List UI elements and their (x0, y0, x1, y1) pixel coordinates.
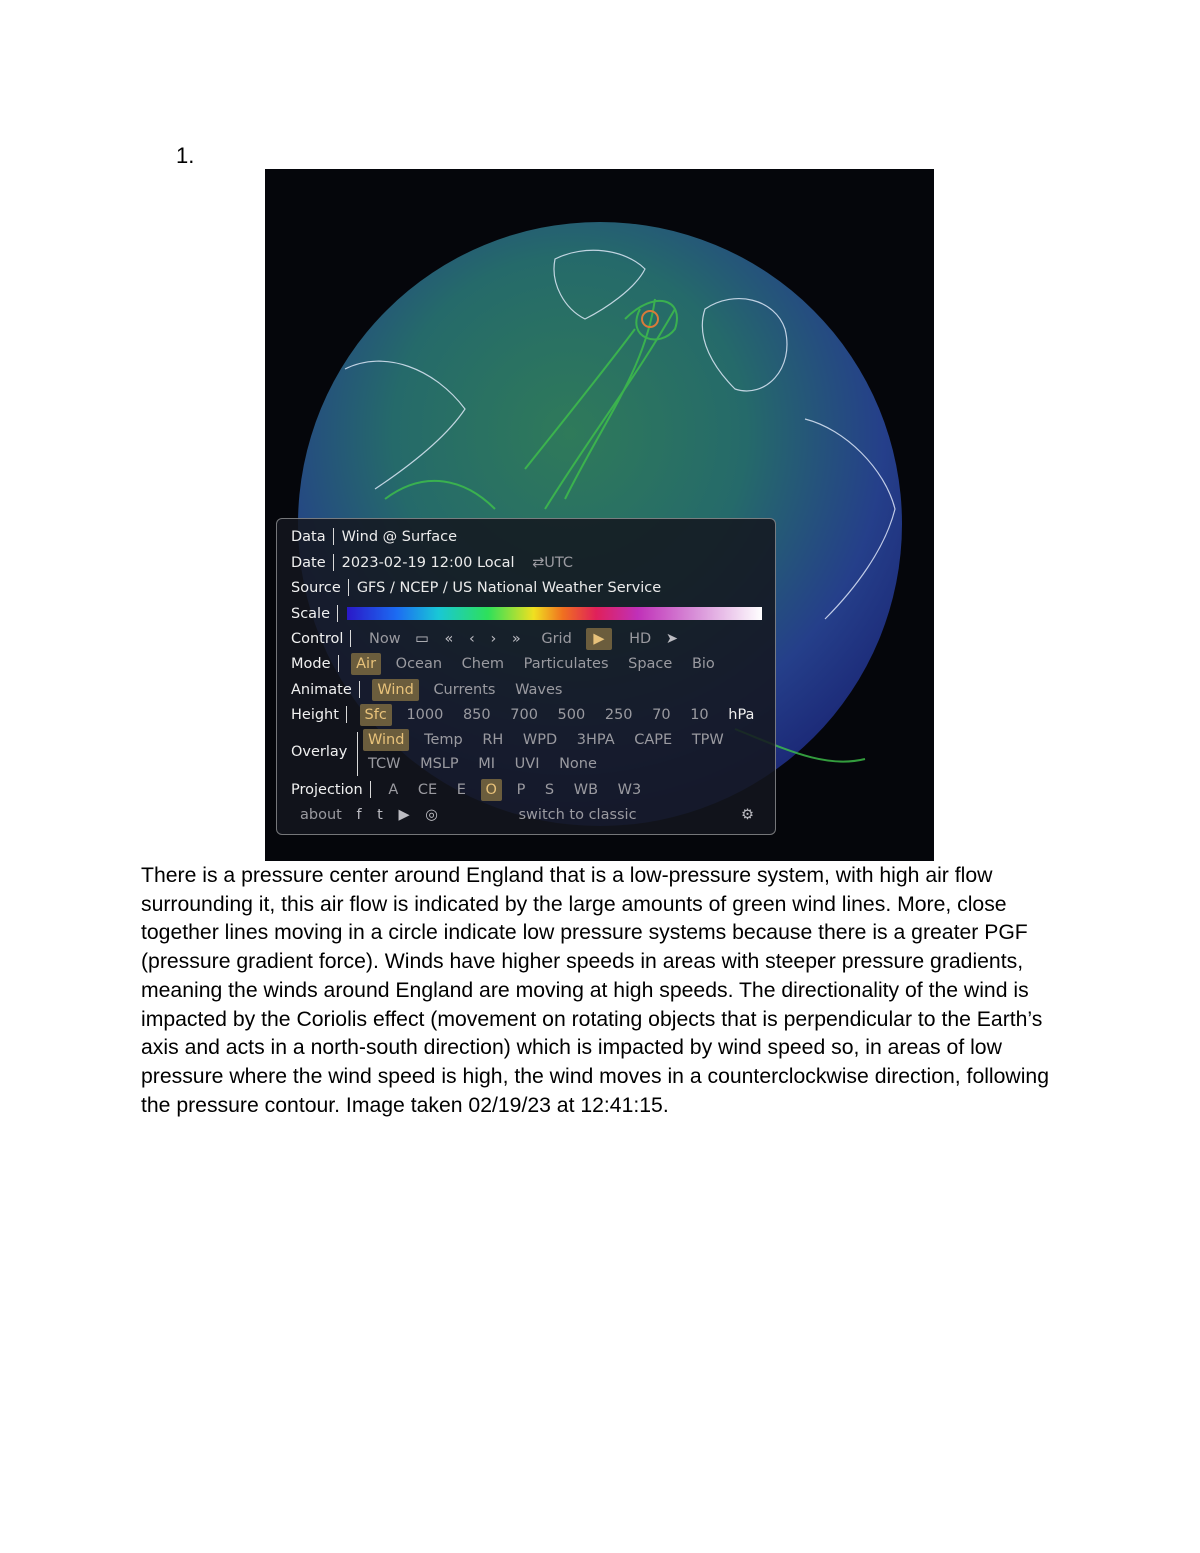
projection-o[interactable]: O (481, 779, 502, 801)
mode-row: Mode Air Ocean Chem Particulates Space Bio (291, 653, 725, 675)
overlay-temp[interactable]: Temp (424, 732, 463, 748)
mode-chem[interactable]: Chem (461, 656, 505, 672)
height-70[interactable]: 70 (652, 707, 671, 723)
projection-p[interactable]: P (516, 782, 526, 798)
now-button[interactable]: Now (369, 631, 401, 647)
gear-icon[interactable]: ⚙ (741, 807, 754, 823)
overlay-label: Overlay (291, 744, 348, 760)
scale-row: Scale (291, 603, 346, 625)
instagram-icon[interactable]: ◎ (425, 807, 438, 823)
source-row: Source GFS / NCEP / US National Weather Service (291, 580, 662, 596)
calendar-icon[interactable]: ▭ (415, 631, 429, 647)
about-link[interactable]: about (300, 807, 342, 823)
earth-wind-screenshot (265, 169, 934, 861)
height-row: Height Sfc 1000 850 700 500 250 70 10 hPa (291, 704, 764, 726)
overlay-divider (357, 732, 358, 776)
mode-air[interactable]: Air (351, 653, 381, 675)
animate-wind[interactable]: Wind (372, 679, 418, 701)
control-row: Control Now ▭ « ‹ › » Grid ▶ HD ➤ (291, 628, 689, 650)
overlay-row-2 (363, 753, 607, 775)
overlay-row-1 (363, 729, 734, 751)
youtube-icon[interactable]: ▶ (398, 807, 410, 823)
locate-icon[interactable]: ➤ (665, 631, 678, 647)
fast-forward-icon[interactable]: » (511, 631, 521, 647)
overlay-none[interactable]: None (559, 756, 597, 772)
mode-particulates[interactable]: Particulates (523, 656, 609, 672)
overlay-3hpa[interactable]: 3HPA (576, 732, 615, 748)
height-unit: hPa (728, 707, 755, 723)
overlay-mi[interactable]: MI (478, 756, 496, 772)
projection-ce[interactable]: CE (417, 782, 438, 798)
animate-row: Animate Wind Currents Waves (291, 679, 572, 701)
step-forward-icon[interactable]: › (490, 631, 497, 647)
overlay-uvi[interactable]: UVI (514, 756, 540, 772)
play-icon[interactable]: ▶ (586, 628, 611, 650)
utc-toggle[interactable]: ⇄UTC (532, 555, 574, 571)
animate-currents[interactable]: Currents (433, 682, 496, 698)
projection-s[interactable]: S (544, 782, 555, 798)
height-500[interactable]: 500 (557, 707, 586, 723)
height-700[interactable]: 700 (510, 707, 538, 723)
overlay-wpd[interactable]: WPD (522, 732, 558, 748)
hd-button[interactable]: HD (629, 631, 652, 647)
mode-ocean[interactable]: Ocean (395, 656, 443, 672)
date-row: Date 2023-02-19 12:00 Local ⇄UTC (291, 552, 583, 574)
twitter-icon[interactable]: t (377, 807, 383, 823)
overlay-cape[interactable]: CAPE (634, 732, 673, 748)
mode-space[interactable]: Space (628, 656, 673, 672)
projection-row: Projection A CE E O P S WB W3 (291, 779, 651, 801)
control-panel (276, 518, 776, 835)
projection-wb[interactable]: WB (573, 782, 599, 798)
caption-paragraph: There is a pressure center around England that is a low-pressure system, with high air flow surrounding it, this air flow is indicated by the large amounts of green wind lines. More, close together lines moving in a circle indicate low pressure systems because there is a greater PGF (pressure gradient force). Winds have higher speeds in areas with steeper pressure gradients, meaning the winds around England are moving at high speeds. The directionality of the wind is impacted by the Coriolis effect (movement on rotating objects that is perpendicular to the Earth’s axis and acts in a north-south direction) which is impacted by wind speed so, in areas of low pressure where the wind speed is high, the wind moves in a counterclockwise direction, following the pressure contour. Image taken 02/19/23 at 12:41:15. (141, 864, 1050, 1117)
height-1000[interactable]: 1000 (406, 707, 444, 723)
data-row: Data Wind @ Surface (291, 529, 458, 545)
grid-button[interactable]: Grid (541, 631, 572, 647)
step-back-icon[interactable]: ‹ (469, 631, 475, 647)
rewind-icon[interactable]: « (444, 631, 454, 647)
projection-w3[interactable]: W3 (617, 782, 642, 798)
height-250[interactable]: 250 (604, 707, 633, 723)
overlay-tpw[interactable]: TPW (691, 732, 724, 748)
item-number: 1. (176, 143, 195, 168)
mode-bio[interactable]: Bio (691, 656, 715, 672)
overlay-wind[interactable]: Wind (363, 729, 409, 751)
facebook-icon[interactable]: f (356, 807, 362, 823)
overlay-tcw[interactable]: TCW (368, 756, 401, 772)
projection-a[interactable]: A (388, 782, 399, 798)
projection-e[interactable]: E (456, 782, 466, 798)
height-10[interactable]: 10 (690, 707, 709, 723)
footer-row (295, 804, 765, 826)
height-sfc[interactable]: Sfc (360, 704, 392, 726)
overlay-rh[interactable]: RH (482, 732, 504, 748)
height-850[interactable]: 850 (462, 707, 491, 723)
color-scale-bar (347, 607, 762, 620)
animate-waves[interactable]: Waves (515, 682, 563, 698)
switch-to-classic-link[interactable]: switch to classic (518, 807, 637, 823)
overlay-mslp[interactable]: MSLP (420, 756, 459, 772)
